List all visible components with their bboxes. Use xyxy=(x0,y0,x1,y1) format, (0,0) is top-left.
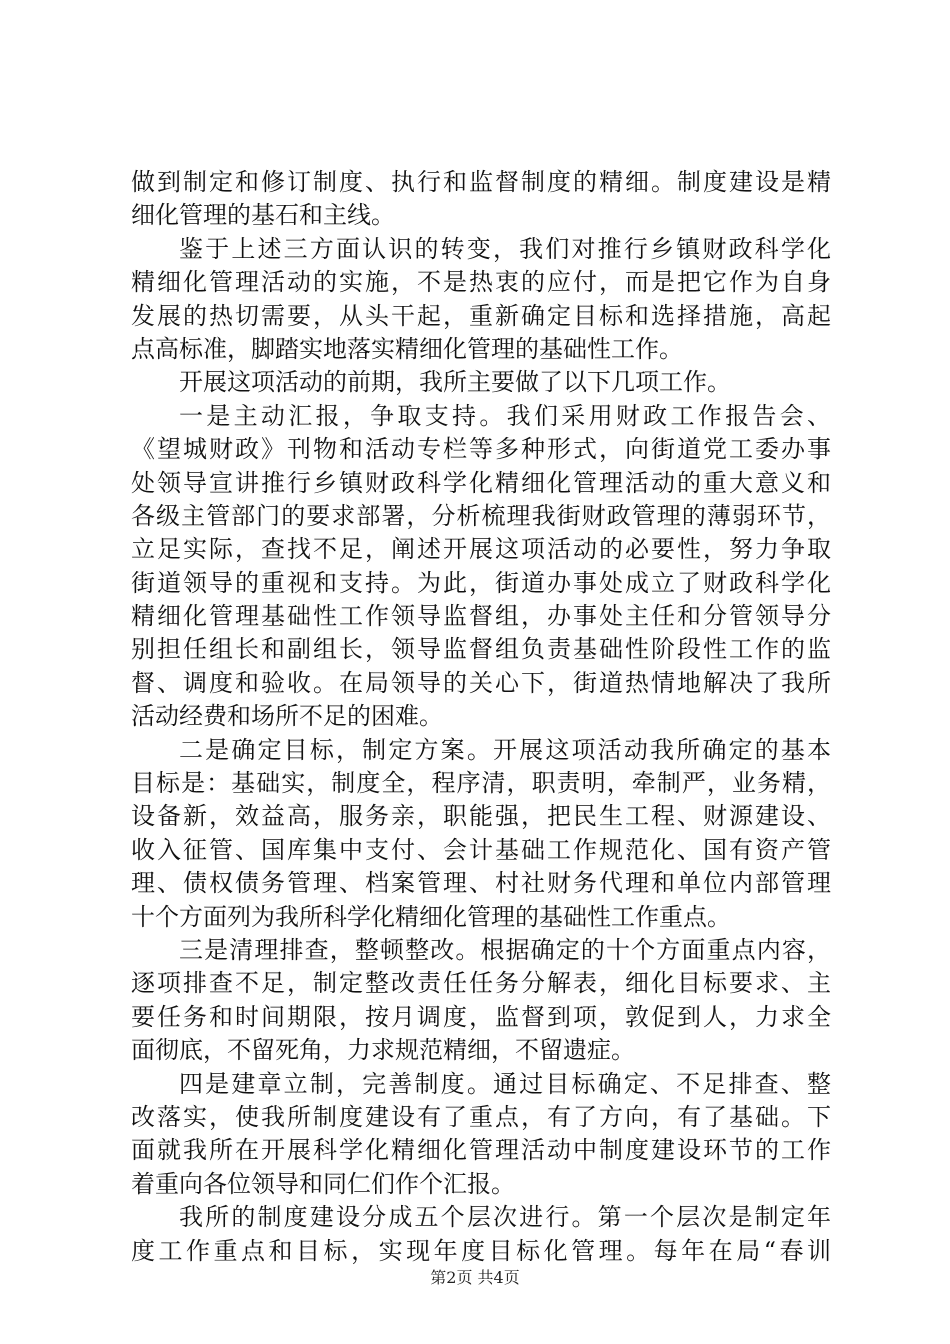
text-line: 设备新，效益高，服务亲，职能强，把民生工程、财源建设、 xyxy=(131,802,831,831)
text-line: 做到制定和修订制度、执行和监督制度的精细。制度建设是精 xyxy=(131,168,831,196)
text-line: 要任务和时间期限，按月调度，监督到项，敦促到人，力求全 xyxy=(131,1002,831,1031)
text-line: 开展这项活动的前期，我所主要做了以下几项工作。 xyxy=(179,368,731,397)
text-line: 二是确定目标，制定方案。开展这项活动我所确定的基本 xyxy=(179,735,831,764)
text-line: 督、调度和验收。在局领导的关心下，街道热情地解决了我所 xyxy=(131,668,831,697)
text-line: 改落实，使我所制度建设有了重点，有了方向，有了基础。下 xyxy=(131,1102,831,1131)
text-line: 活动经费和场所不足的困难。 xyxy=(131,702,443,731)
text-line: 别担任组长和副组长，领导监督组负责基础性阶段性工作的监 xyxy=(131,635,831,664)
text-line: 街道领导的重视和支持。为此，街道办事处成立了财政科学化 xyxy=(131,568,831,597)
text-line: 处领导宣讲推行乡镇财政科学化精细化管理活动的重大意义和 xyxy=(131,468,831,497)
text-line: 精细化管理活动的实施，不是热衷的应付，而是把它作为自身 xyxy=(131,268,831,297)
text-line: 三是清理排查，整顿整改。根据确定的十个方面重点内容， xyxy=(179,935,831,964)
text-line: 各级主管部门的要求部署，分析梳理我街财政管理的薄弱环节， xyxy=(131,501,831,530)
text-line: 鉴于上述三方面认识的转变，我们对推行乡镇财政科学化 xyxy=(179,234,831,263)
text-line: 四是建章立制，完善制度。通过目标确定、不足排查、整 xyxy=(179,1069,831,1098)
text-line: 点高标准，脚踏实地落实精细化管理的基础性工作。 xyxy=(131,334,683,363)
text-line: 目标是：基础实，制度全，程序清，职责明，牵制严，业务精， xyxy=(131,769,831,798)
text-line: 逐项排查不足，制定整改责任任务分解表，细化目标要求、主 xyxy=(131,969,831,998)
text-line: 面彻底，不留死角，力求规范精细，不留遗症。 xyxy=(131,1036,635,1065)
text-line: 立足实际，查找不足，阐述开展这项活动的必要性，努力争取 xyxy=(131,535,831,564)
text-line: 精细化管理基础性工作领导监督组，办事处主任和分管领导分 xyxy=(131,602,831,631)
text-line: 理、债权债务管理、档案管理、村社财务代理和单位内部管理 xyxy=(131,869,831,898)
text-line: 面就我所在开展科学化精细化管理活动中制度建设环节的工作 xyxy=(131,1136,831,1165)
text-line: 发展的热切需要，从头干起，重新确定目标和选择措施，高起 xyxy=(131,301,831,330)
text-line: 我所的制度建设分成五个层次进行。第一个层次是制定年 xyxy=(179,1203,831,1232)
text-line: 收入征管、国库集中支付、会计基础工作规范化、国有资产管 xyxy=(131,835,831,864)
text-line: 《望城财政》刊物和活动专栏等多种形式，向街道党工委办事 xyxy=(131,435,831,464)
text-line: 着重向各位领导和同仁们作个汇报。 xyxy=(131,1169,515,1198)
text-line: 一是主动汇报，争取支持。我们采用财政工作报告会、 xyxy=(179,401,831,430)
page-number-footer: 第2页 共4页 xyxy=(430,1268,520,1287)
text-line: 十个方面列为我所科学化精细化管理的基础性工作重点。 xyxy=(131,902,731,931)
text-line: 度工作重点和目标，实现年度目标化管理。每年在局“春训 xyxy=(131,1236,831,1265)
text-line: 细化管理的基石和主线。 xyxy=(131,201,395,230)
document-body xyxy=(131,166,831,1268)
